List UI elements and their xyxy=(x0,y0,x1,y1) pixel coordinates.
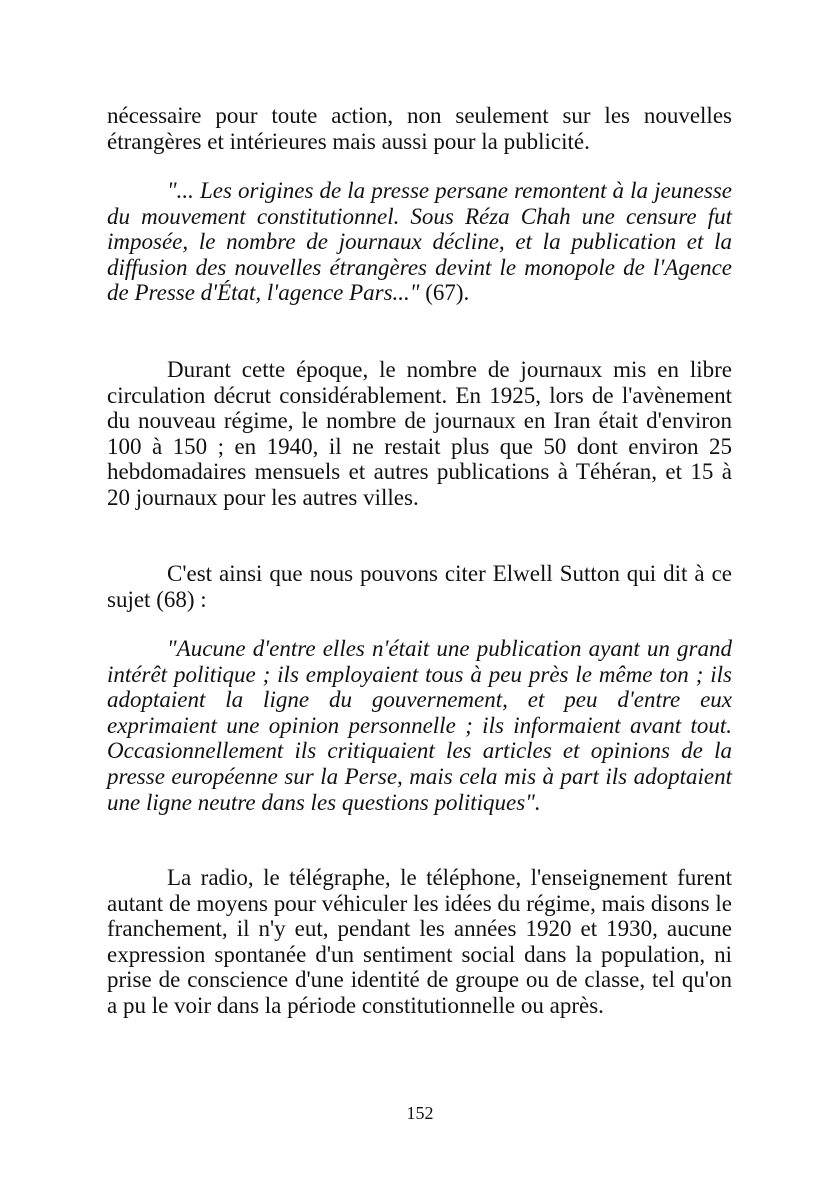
paragraph-elwell-sutton: C'est ainsi que nous pouvons citer Elwell Sutton qui dit à ce sujet (68) : xyxy=(107,561,732,612)
page-number: 152 xyxy=(406,1103,434,1123)
paragraph-radio-telegraphe: La radio, le télégraphe, le téléphone, l'enseignement furent autant de moyens pour véhiculer les idées du régime, mais disons le franchement, il n'y eut, pendant les années 1920 et 1930, aucune expression spontanée d'un sentiment social dans la population, ni prise de conscience d'une identité de groupe ou de classe, tel qu'on a pu le voir dans la période constitutionnelle ou après. xyxy=(107,865,732,1018)
footnote-reference: (67). xyxy=(419,280,470,306)
block-quote-presse-persane xyxy=(107,178,732,306)
quote-text: "... Les origines de la presse persane remontent à la jeunesse du mouvement constitutionnel. Sous Réza Chah une censure fut imposée, le nombre de journaux décline, et la publication et la diffusion des nouvelles étrangères devint le monopole de l'Agence de Presse d'État, l'agence Pars..." xyxy=(107,178,732,306)
paragraph-continuation: nécessaire pour toute action, non seulement sur les nouvelles étrangères et intérieures mais aussi pour la publicité. xyxy=(107,103,732,154)
paragraph-journaux: Durant cette époque, le nombre de journaux mis en libre circulation décrut considérablement. En 1925, lors de l'avènement du nouveau régime, le nombre de journaux en Iran était d'environ 100 à 150 ; en 1940, il ne restait plus que 50 dont environ 25 hebdomadaires mensuels et autres publications à Téhéran, et 15 à 20 journaux pour les autres villes. xyxy=(107,357,732,510)
block-quote-elwell-sutton: "Aucune d'entre elles n'était une publication ayant un grand intérêt politique ; ils employaient tous à peu près le même ton ; ils adoptaient la ligne du gouvernement, et peu d'entre eux exprimaient une opinion personnelle ; ils informaient avant tout. Occasionnellement ils critiquaient les articles et opinions de la presse européenne sur la Perse, mais cela mis à part ils adoptaient une ligne neutre dans les questions politiques". xyxy=(107,636,732,815)
